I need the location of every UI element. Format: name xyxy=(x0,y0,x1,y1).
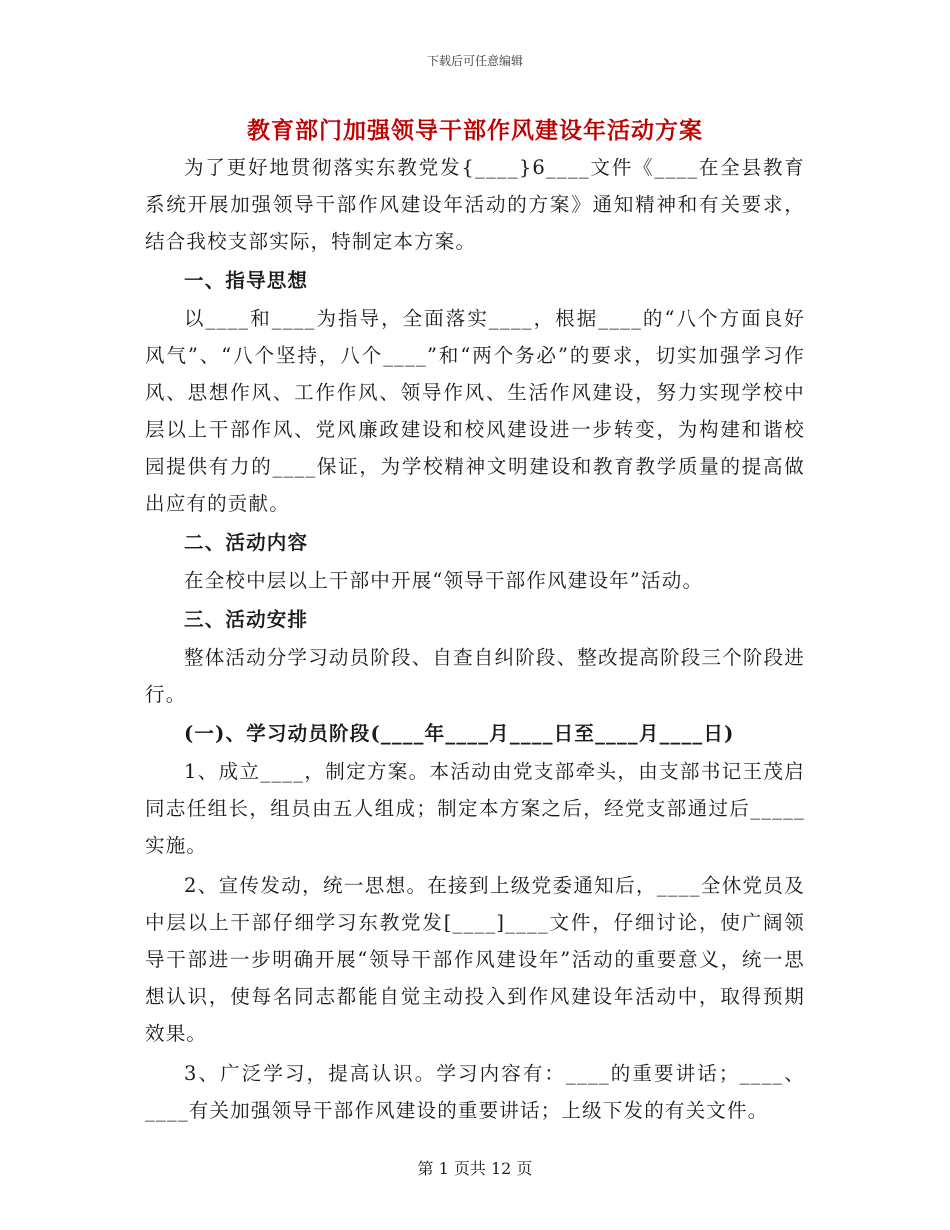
page-footer: 第 1 页共 12 页 xyxy=(417,1159,533,1178)
activity-content-paragraph: 在全校中层以上干部中开展“领导干部作风建设年”活动。 xyxy=(184,569,704,592)
section-heading-activity-arrangement: 三、活动安排 xyxy=(184,608,309,631)
section-heading-guiding-ideology: 一、指导思想 xyxy=(184,269,309,292)
intro-paragraph: 为了更好地贯彻落实东教党发{____}6____文件《____在全县教育系统开展加强领导干部作风建设年活动的方案》通知精神和有关要求，结合我校支部实际，特制定本方案。 xyxy=(145,156,805,253)
list-item-1: 1、成立____，制定方案。本活动由党支部牵头，由支部书记王茂启同志任组长，组员由五人组成；制定本方案之后，经党支部通过后_____实施。 xyxy=(145,760,805,857)
phase-heading-study-mobilization: (一)、学习动员阶段(____年____月____日至____月____日) xyxy=(184,722,735,745)
section-heading-activity-content: 二、活动内容 xyxy=(184,531,309,554)
document-body xyxy=(145,149,805,1129)
list-item-3: 3、广泛学习，提高认识。学习内容有：____的重要讲话；____、____有关加强领导干部作风建设的重要讲话；上级下发的有关文件。 xyxy=(145,1062,805,1122)
list-item-2: 2、宣传发动，统一思想。在接到上级党委通知后，____全休党员及中层以上干部仔细学习东教党发[____]____文件，仔细讨论，使广阔领导干部进一步明确开展“领导干部作风建设年”活动的重要意义，统一思想认识，使每名同志都能自觉主动投入到作风建设年活动中，取得预期效果。 xyxy=(145,874,805,1045)
guiding-ideology-paragraph: 以____和____为指导，全面落实____，根据____的“八个方面良好风气”、“八个坚持，八个____”和“两个务必”的要求，切实加强学习作风、思想作风、工作作风、领导作风、生活作风建设，努力实现学校中层以上干部作风、党风廉政建设和校风建设进一步转变，为构建和谐校园提供有力的____保证，为学校精神文明建设和教育教学质量的提高做出应有的贡献。 xyxy=(145,307,805,515)
activity-arrangement-paragraph: 整体活动分学习动员阶段、自查自纠阶段、整改提高阶段三个阶段进行。 xyxy=(145,646,806,706)
document-title: 教育部门加强领导干部作风建设年活动方案 xyxy=(247,117,703,144)
header-note: 下载后可任意编辑 xyxy=(426,54,523,68)
